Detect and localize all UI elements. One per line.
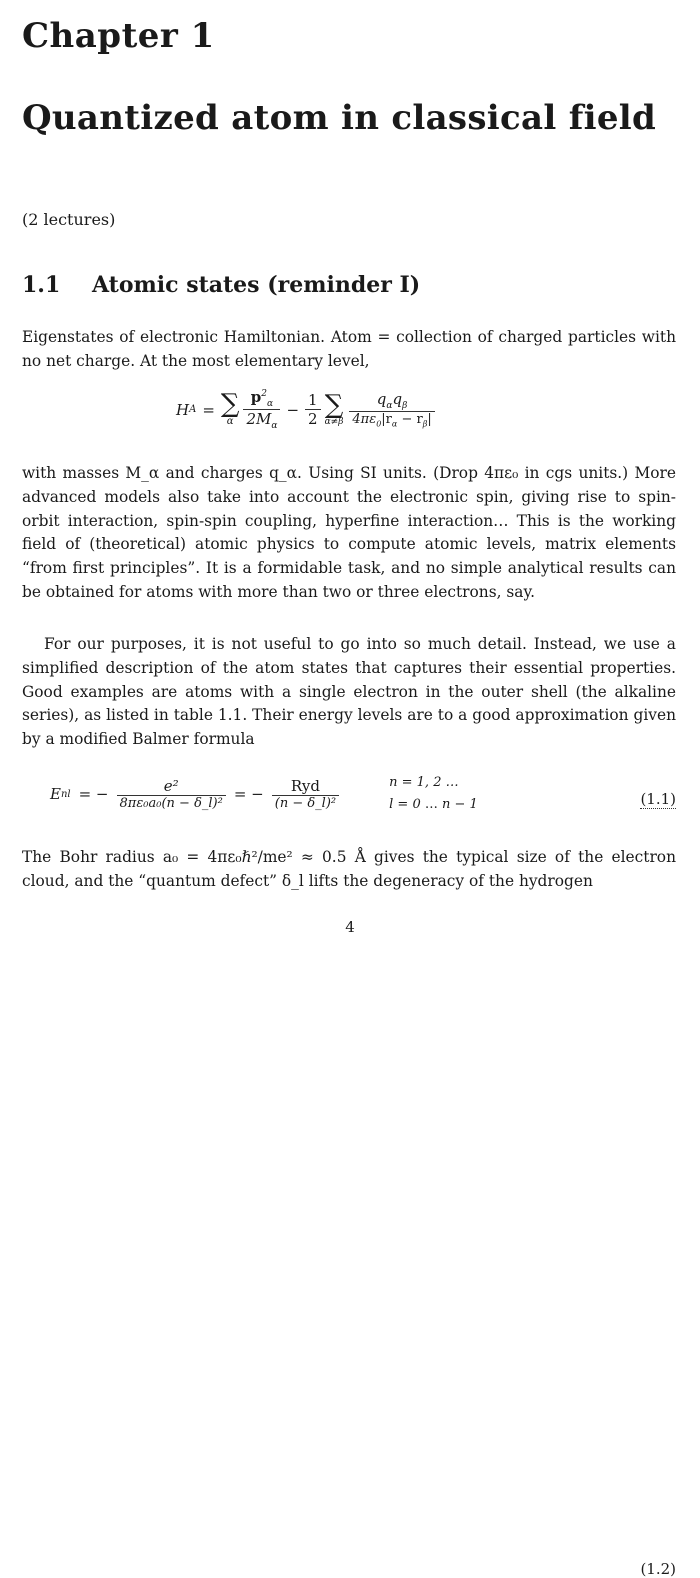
eq2-den2: (n − δ_l)² [274,796,337,811]
eq1-momentum: p [250,388,262,406]
eq1-abs-close: | [427,412,432,428]
eq1-charge-a: q [376,390,387,409]
eq2-num1: e² [117,777,226,796]
eq1-eps: 4πε [352,412,377,428]
paragraph-4: The Bohr radius a₀ = 4πε₀ℏ²/me² ≈ 0.5 Å gives the typical size of the electron cloud, and the “quantum defect” δ_l lifts the degeneracy of the hydrogen [22,848,676,890]
eq2-condition-l: l = 0 [389,797,421,812]
eq2-lhs: E [50,785,61,803]
chapter-title: Quantized atom in classical field [22,98,657,138]
eq1-r-b-sub: β [422,419,428,429]
chapter-heading: Chapter 1 [22,16,215,56]
lecture-count: (2 lectures) [22,210,116,229]
eq2-den1: 8πε₀a₀(n − δ_l)² [119,796,223,811]
paragraph-1: Eigenstates of electronic Hamiltonian. Atom = collection of charged particles with no net charge. At the most elementary level, [22,328,676,370]
eq1-r-a-sub: α [391,419,398,429]
eq1-momentum-sub: α [267,399,274,409]
eq2-condition-n: n = 1, 2 … [389,775,459,790]
section-title: Atomic states (reminder I) [92,272,421,298]
eq1-coulomb-fraction [349,390,434,429]
eq1-r-b: − r [397,412,423,428]
page-number: 4 [345,918,355,936]
eq2-num2: Ryd [272,777,339,796]
eq1-lhs-sub: A [189,404,197,415]
eq1-sum2-index: α≠β [324,416,344,427]
eq1-lhs: H [176,400,190,419]
eq2-condition-l-max: n − 1 [441,797,478,812]
equation-label-1-1: (1.1) [640,790,676,808]
eq1-charge-a-sub: α [386,401,393,412]
eq2-lhs-sub: nl [60,788,71,800]
equation-label-1-2: (1.2) [640,1560,676,1578]
eq1-half [305,391,321,428]
eq1-charge-b: q [392,390,403,409]
section-number: 1.1 [22,272,61,298]
eq1-eps-sub: 0 [376,419,382,429]
eq1-half-den: 2 [308,410,318,428]
eq1-mass: 2M [246,410,272,428]
section-heading [22,272,420,298]
paragraph-2: with masses M_α and charges q_α. Using SI units. (Drop 4πε₀ in cgs units.) More advanced models also take into account the electronic spin, giving rise to spin-orbit interaction, spin-spin coupling, hyperfine interaction… This is the working field of (theoretical) atomic physics to compute atomic levels, matrix elements “from first principles”. It is a formidable task, and no simple analytical results can be obtained for atoms with more than two or three electrons, say. [22,464,676,601]
eq2-coulomb-fraction [117,777,226,811]
eq1-r-a: |r [381,412,392,428]
eq1-sum1-index: α [226,416,234,427]
eq1-charge-b-sub: β [402,401,408,412]
eq1-kinetic-fraction: $\frac{p^2_\alpha}{2M_\alpha}$ [243,388,280,431]
paragraph-3: For our purposes, it is not useful to go into so much detail. Instead, we use a simplified description of the atom states that captures their essential properties. Good examples are atoms with a single electron in the outer shell (the alkaline series), as listed in table 1.1. Their energy levels are to a good approximation given by a modified Balmer formula [22,635,676,749]
eq1-mass-sub: α [271,421,278,431]
eq1-half-num: 1 [305,391,321,410]
eq2-rydberg-fraction [272,777,339,811]
